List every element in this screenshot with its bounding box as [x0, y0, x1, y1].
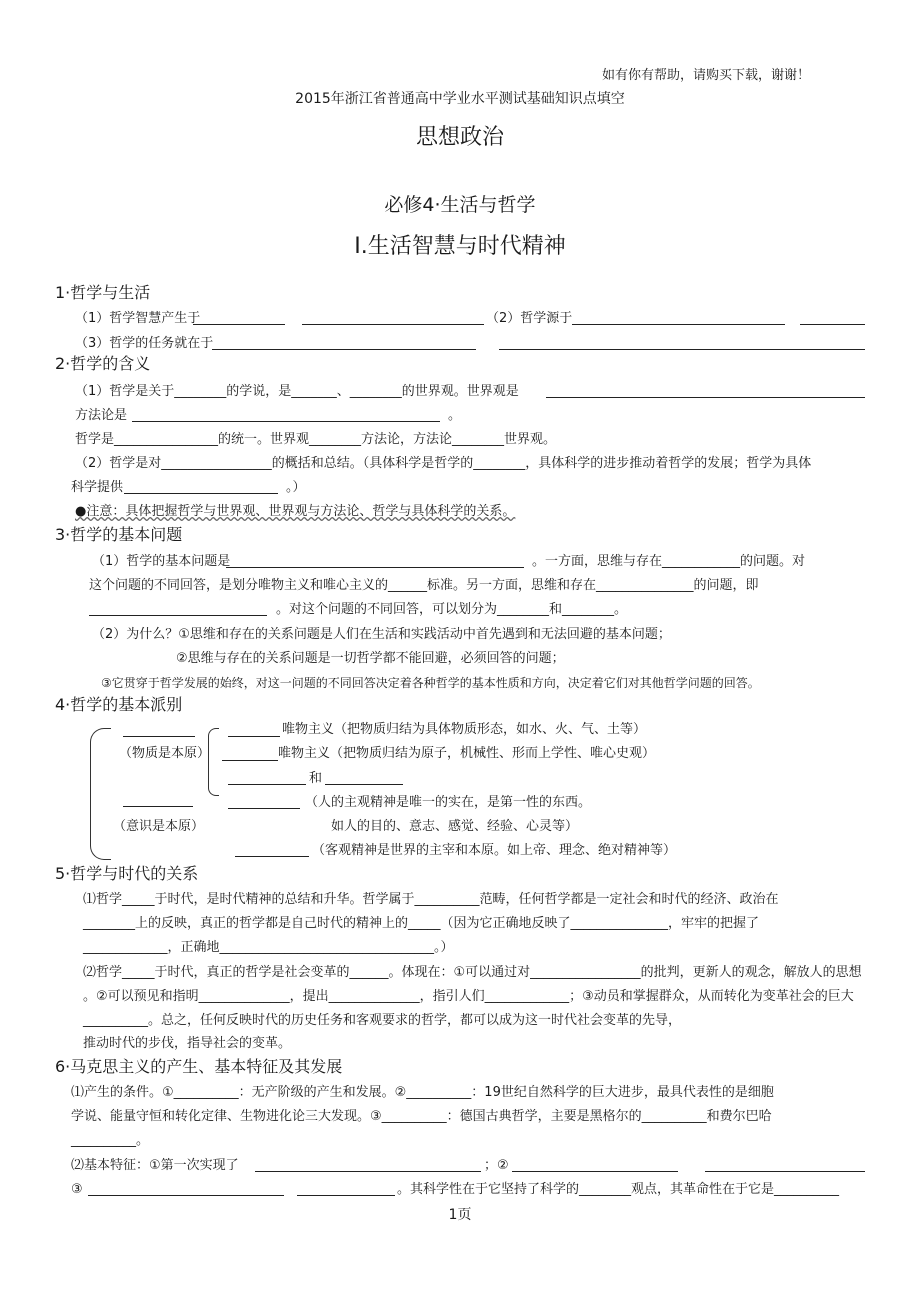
s5-line7: 推动时代的步伐，指导社会的变革。: [83, 1036, 292, 1051]
s1-blank[interactable]: [193, 324, 285, 325]
s3-line6: ③它贯穿于哲学发展的始终，对这一问题的不同回答决定着各种哲学的基本性质和方向，决定着它们对其他哲学问题的回答。: [101, 676, 760, 690]
s5-line2: ________上的反映，真正的哲学都是自己时代的精神上的_____（因为它正确地反映了_______________，牢牢的把握了: [83, 916, 760, 931]
s5-line1: ⑴哲学_____于时代，是时代精神的总结和升华。哲学属于__________范畴，任何哲学都是一定社会和时代的经济、政治在: [83, 892, 779, 907]
s6-line2: 学说、能量守恒和转化定律、生物进化论三大发现。③__________：德国古典哲学，主要是黑格尔的__________和费尔巴哈: [71, 1109, 772, 1124]
s1-blank[interactable]: [499, 349, 865, 350]
s1-blank[interactable]: [212, 349, 476, 350]
s5-line6: __________。总之，任何反映时代的历史任务和客观要求的哲学，都可以成为这一时代社会变革的先导，: [83, 1013, 682, 1028]
inner-brace: [208, 728, 219, 796]
s4-right6: （客观精神是世界的主宰和本原。如上帝、理念、绝对精神等）: [312, 843, 677, 858]
s2-line2: 方法论是: [75, 408, 128, 423]
s2-line2-end: 。: [448, 408, 462, 423]
s4-right2: 唯物主义（把物质归结为原子，机械性、形而上学性、唯心史观）: [278, 746, 656, 761]
s3-line1b: 。一方面，思维与存在____________的问题。对: [532, 554, 806, 569]
s5-line4: ⑵哲学_____于时代，真正的哲学是社会变革的______。体现在：①可以通过对_________________的批判，更新人的观念，解放人的思想: [83, 965, 862, 980]
s6-line3: __________。: [71, 1133, 150, 1148]
s1-blank[interactable]: [572, 324, 785, 325]
s4-left2: （意识是本原）: [113, 819, 205, 834]
s2-blank[interactable]: [546, 397, 865, 398]
s6-blank[interactable]: [88, 1195, 284, 1196]
s1-line1b: （2）哲学源于: [486, 311, 573, 326]
s5-line5: 。②可以预见和指明______________，提出______________，指引人们_____________；③动员和掌握群众，从而转化为变革社会的巨大: [83, 989, 854, 1004]
section-5-heading: 5·哲学与时代的关系: [55, 864, 199, 883]
s4-right4: （人的主观精神是唯一的实在，是第一性的东西。: [305, 795, 592, 810]
s1-blank[interactable]: [302, 324, 484, 325]
s6-line4a: ⑵基本特征：①第一次实现了: [71, 1158, 239, 1173]
page-number: 1页: [448, 1207, 472, 1223]
unit-title: I.生活智慧与时代精神: [354, 234, 566, 259]
s2-line4: （2）哲学是对_________________的概括和总结。（具体科学是哲学的________，具体科学的进步推动着哲学的发展；哲学为具体: [75, 456, 812, 471]
s6-blank[interactable]: [705, 1171, 865, 1172]
outer-brace: [90, 728, 111, 860]
s4-left1: （物质是本原）: [119, 746, 211, 761]
s4-blank[interactable]: [123, 806, 193, 807]
s6-line5b: 。其科学性在于它坚持了科学的________观点，其革命性在于它是__________: [397, 1182, 840, 1197]
s2-blank[interactable]: [124, 493, 278, 494]
s1-line2: （3）哲学的任务就在于: [75, 336, 214, 351]
s6-line1: ⑴产生的条件。①__________：无产阶级的产生和发展。②__________：19世纪自然科学的巨大进步，最具代表性的是细胞: [71, 1085, 774, 1100]
section-4-heading: 4·哲学的基本派别: [55, 695, 183, 714]
s6-line5a: ③: [71, 1182, 83, 1197]
s4-blank[interactable]: [228, 784, 306, 785]
s2-blank[interactable]: [132, 421, 440, 422]
s4-blank[interactable]: [325, 784, 403, 785]
section-6-heading: 6·马克思主义的产生、基本特征及其发展: [55, 1057, 343, 1076]
s2-line5: 科学提供: [71, 480, 124, 495]
s4-blank[interactable]: [123, 736, 195, 737]
s2-note: ●注意：具体把握哲学与世界观、世界观与方法论、哲学与具体科学的关系。: [75, 504, 516, 519]
section-3-heading: 3·哲学的基本问题: [55, 525, 183, 544]
doc-title: 2015年浙江省普通高中学业水平测试基础知识点填空: [295, 91, 625, 107]
s3-line2: 这个问题的不同回答，是划分唯物主义和唯心主义的______标准。另一方面，思维和存在_______________的问题，即: [89, 578, 759, 593]
s2-line1: （1）哲学是关于________的学说，是_______、________的世界观。世界观是: [75, 384, 519, 399]
s1-line1a: （1）哲学智慧产生于: [75, 311, 201, 326]
subject-title: 思想政治: [415, 125, 504, 150]
section-2-heading: 2·哲学的含义: [55, 354, 151, 373]
s3-line5: ②思维与存在的关系问题是一切哲学都不能回避，必须回答的问题；: [176, 651, 565, 666]
s5-line3: _____________，正确地_________________________________。）: [83, 940, 454, 955]
s1-blank[interactable]: [800, 324, 865, 325]
s4-blank[interactable]: [228, 808, 300, 809]
s4-right5: 如人的目的、意志、感觉、经验、心灵等）: [331, 819, 579, 834]
s6-blank[interactable]: [255, 1171, 481, 1172]
module-title: 必修4·生活与哲学: [384, 194, 536, 216]
s6-line4b: ；②: [484, 1158, 509, 1173]
s3-blank[interactable]: [226, 567, 524, 568]
s2-line3: 哲学是________________的统一。世界观________方法论，方法论________世界观。: [75, 432, 557, 447]
s3-line4: （2）为什么？①思维和存在的关系问题是人们在生活和实践活动中首先遇到和无法回避的基本问题；: [92, 627, 671, 642]
s4-right3: 和: [309, 771, 323, 786]
s4-blank[interactable]: [228, 736, 280, 737]
s4-blank[interactable]: [222, 760, 278, 761]
s6-blank[interactable]: [297, 1195, 395, 1196]
s3-line3: 。对这个问题的不同回答，可以划分为________和________。: [276, 602, 628, 617]
s2-line5-end: 。）: [286, 480, 306, 495]
s4-right1: 唯物主义（把物质归结为具体物质形态，如水、火、气、土等）: [282, 722, 647, 737]
corner-note: 如有你有帮助，请购买下载，谢谢！: [602, 68, 811, 83]
s3-line1a: （1）哲学的基本问题是: [92, 554, 231, 569]
s6-blank[interactable]: [512, 1171, 678, 1172]
s4-blank[interactable]: [235, 856, 309, 857]
s3-blank[interactable]: [89, 615, 267, 616]
section-1-heading: 1·哲学与生活: [55, 283, 151, 302]
